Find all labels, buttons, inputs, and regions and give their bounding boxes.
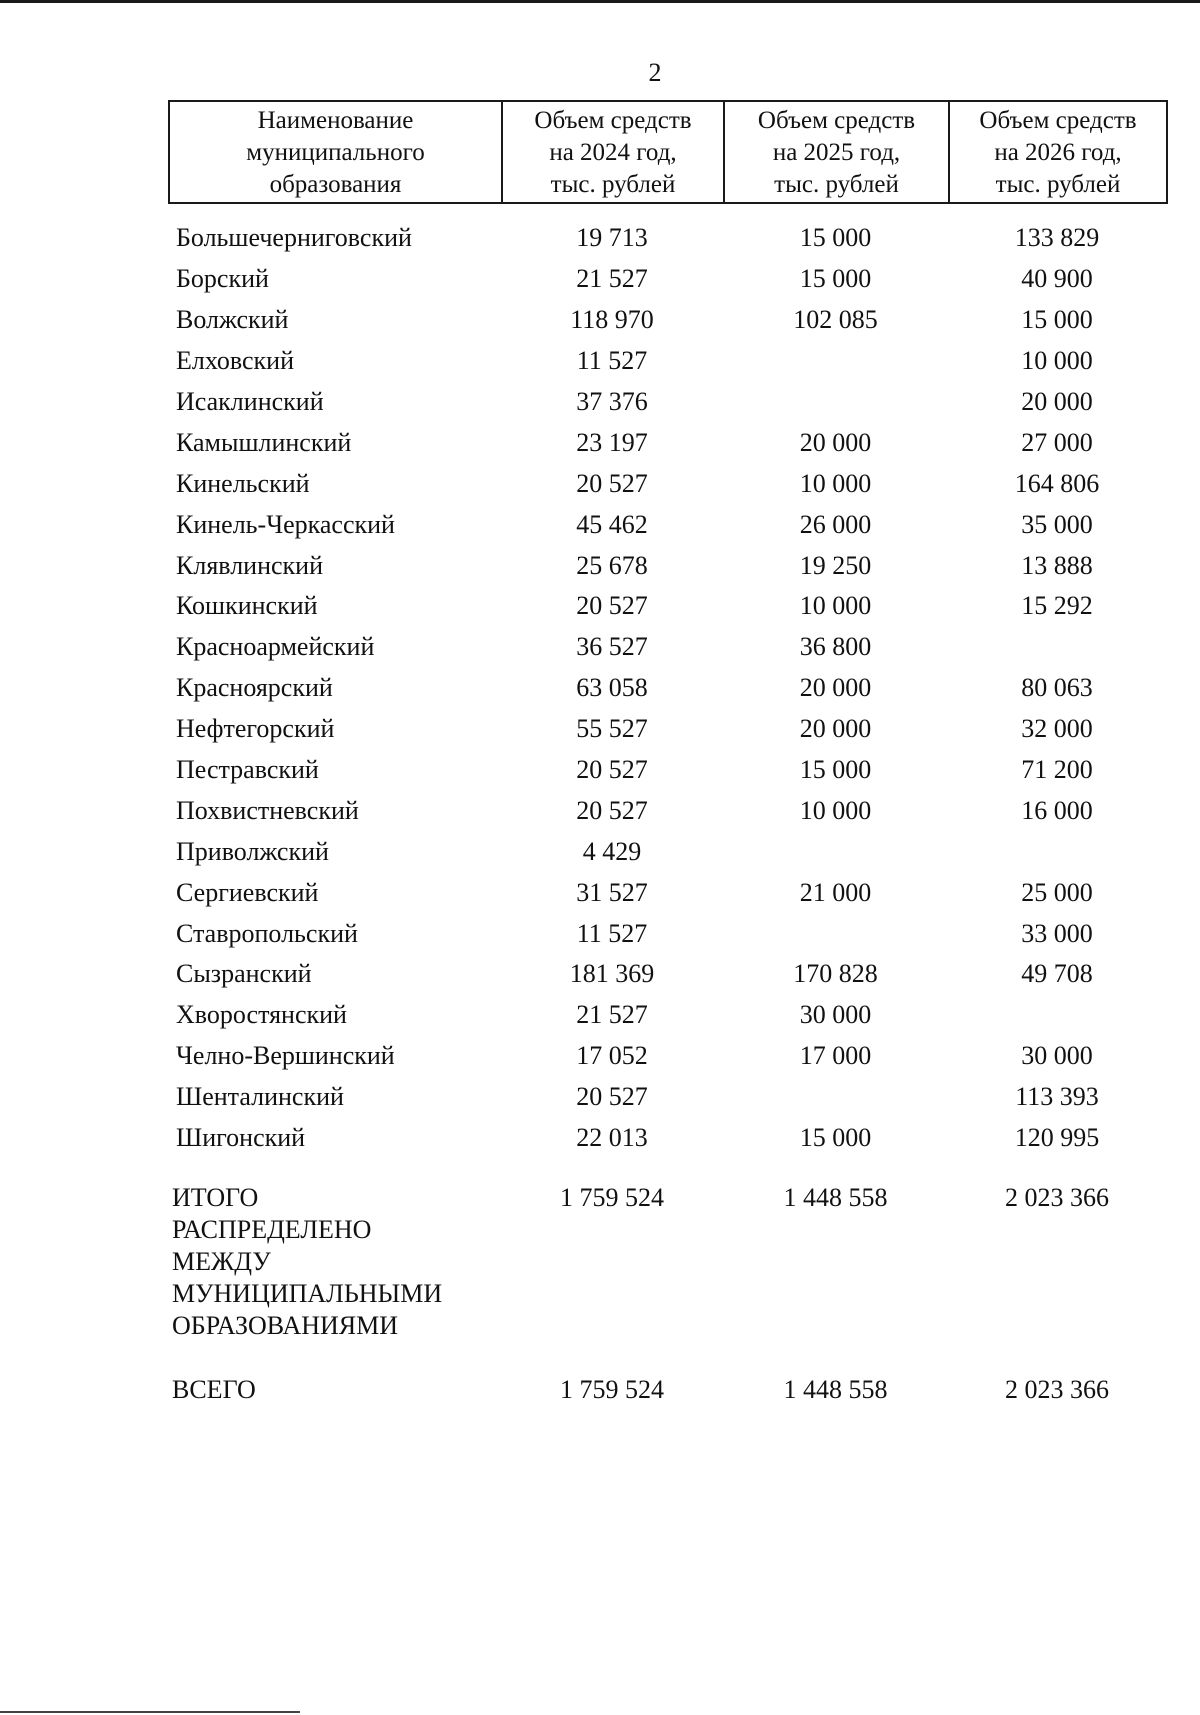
municipality-name-cell: Похвистневский [176, 795, 359, 825]
municipality-name-cell: Елховский [176, 346, 294, 376]
amount-2026-cell: 32 000 [1021, 714, 1093, 744]
grand-total-line [168, 1374, 1166, 1406]
total-label-line-1: ИТОГО [172, 1183, 259, 1212]
amount-2025-cell: 19 250 [799, 550, 872, 580]
header-amount-2025 [724, 101, 949, 203]
amount-2026-cell: 15 000 [1021, 305, 1093, 335]
amount-2026-cell: 120 995 [1014, 1123, 1100, 1153]
table-row [168, 259, 1166, 300]
grand-total-label: ВСЕГО [172, 1375, 256, 1404]
municipality-name-cell: Челно-Вершинский [176, 1041, 395, 1071]
amount-2026-cell: 33 000 [1021, 918, 1093, 948]
amount-2026-cell: 35 000 [1021, 509, 1093, 539]
amount-2025-cell: 17 000 [799, 1041, 872, 1071]
bottom-edge-line [0, 1711, 300, 1713]
table-row [168, 545, 1166, 586]
amount-2024-cell: 17 052 [576, 1041, 648, 1071]
amount-2025-cell [723, 913, 948, 954]
amount-2024-cell: 23 197 [576, 427, 648, 457]
table-row [168, 831, 1166, 872]
table-header [168, 100, 1168, 204]
amount-2025-cell: 21 000 [799, 877, 872, 907]
table-row [168, 954, 1166, 995]
amount-2025-cell: 10 000 [799, 468, 872, 498]
amount-2024-cell: 21 527 [576, 1000, 648, 1030]
amount-2026-cell: 40 900 [1021, 264, 1093, 294]
header-2026-line-1: Объем средств [979, 107, 1137, 134]
amount-2025-cell: 20 000 [799, 673, 872, 703]
municipality-name-cell: Красноярский [176, 673, 333, 703]
distributed-total-2024: 1 759 524 [560, 1183, 664, 1212]
amount-2026-cell: 13 888 [1021, 550, 1093, 580]
amount-2025-cell [723, 1077, 948, 1118]
amount-2026-cell: 10 000 [1021, 346, 1093, 376]
municipality-name-cell: Нефтегорский [176, 714, 335, 744]
table-row [168, 463, 1166, 504]
amount-2024-cell: 20 527 [576, 468, 648, 498]
grand-total-row [168, 1374, 1166, 1406]
amount-2025-cell: 30 000 [799, 1000, 872, 1030]
header-2026-line-3: тыс. рублей [995, 171, 1121, 198]
amount-2026-cell: 16 000 [1021, 795, 1093, 825]
header-2026-line-2: на 2026 год, [994, 139, 1122, 166]
amount-2024-cell: 20 527 [576, 1082, 648, 1112]
amount-2024-cell: 36 527 [576, 632, 648, 662]
grand-total-2024: 1 759 524 [560, 1375, 664, 1404]
amount-2024-cell: 11 527 [576, 918, 648, 948]
amount-2026-cell: 164 806 [1014, 468, 1100, 498]
distributed-total-row [168, 1182, 1166, 1342]
municipality-name-cell: Ставропольский [176, 918, 358, 948]
distributed-total-2025: 1 448 558 [783, 1183, 888, 1212]
amount-2024-cell: 45 462 [576, 509, 648, 539]
amount-2025-cell: 15 000 [799, 755, 872, 785]
amount-2024-cell: 25 678 [576, 550, 648, 580]
grand-total-2025: 1 448 558 [783, 1375, 888, 1404]
amount-2025-cell: 36 800 [799, 632, 872, 662]
table-row [168, 709, 1166, 750]
table-row [168, 504, 1166, 545]
table-row [168, 586, 1166, 627]
table-row [168, 422, 1166, 463]
total-label-line-2: РАСПРЕДЕЛЕНО [172, 1215, 372, 1244]
distributed-total-2026: 2 023 366 [1005, 1183, 1109, 1212]
amount-2025-cell: 10 000 [799, 591, 872, 621]
amount-2026-cell: 20 000 [1021, 387, 1093, 416]
municipality-name-cell: Камышлинский [176, 427, 352, 457]
header-amount-2024 [502, 101, 724, 203]
municipality-name-cell: Исаклинский [176, 387, 324, 416]
amount-2026-cell: 113 393 [1015, 1082, 1099, 1112]
table-row [168, 872, 1166, 913]
municipality-name-cell: Волжский [176, 305, 289, 335]
municipality-table [168, 218, 1166, 1158]
amount-2026-cell: 80 063 [1021, 673, 1093, 703]
table-row [168, 668, 1166, 709]
table-row [168, 1118, 1166, 1159]
header-2025-line-1: Объем средств [757, 107, 916, 134]
header-name-line-2: муниципального [246, 139, 425, 166]
municipality-name-cell: Сергиевский [176, 877, 319, 907]
municipality-name-cell: Красноармейский [176, 632, 375, 662]
table-row [168, 300, 1166, 341]
amount-2025-cell: 20 000 [799, 714, 872, 744]
header-2024-line-2: на 2024 год, [549, 139, 677, 166]
amount-2025-cell: 10 000 [799, 795, 872, 825]
amount-2024-cell: 20 527 [576, 591, 648, 621]
amount-2024-cell: 4 429 [582, 836, 642, 866]
amount-2024-cell: 31 527 [576, 877, 648, 907]
header-name-line-1: Наименование [257, 107, 414, 134]
amount-2025-cell [723, 382, 948, 423]
amount-2026-cell [948, 831, 1166, 872]
table-row [168, 1036, 1166, 1077]
municipality-name-cell: Сызранский [176, 959, 312, 989]
amount-2024-cell: 55 527 [576, 714, 648, 744]
table-row [168, 913, 1166, 954]
amount-2026-cell [948, 627, 1166, 668]
amount-2026-cell: 30 000 [1021, 1041, 1093, 1071]
distributed-total-line [168, 1182, 1166, 1342]
header-2025-line-3: тыс. рублей [774, 171, 899, 198]
amount-2026-cell: 71 200 [1021, 755, 1093, 785]
municipality-table-body [168, 218, 1166, 1158]
amount-2024-cell: 181 369 [569, 959, 655, 989]
header-name-line-3: образования [269, 171, 402, 198]
table-row [168, 218, 1166, 259]
municipality-name-cell: Шигонский [176, 1123, 306, 1153]
distributed-total-label [168, 1182, 501, 1342]
amount-2026-cell: 27 000 [1021, 427, 1093, 457]
amount-2024-cell: 11 527 [576, 346, 648, 376]
municipality-name-cell: Большечерниговский [176, 223, 412, 253]
table-row [168, 790, 1166, 831]
amount-2024-cell: 20 527 [576, 755, 648, 785]
amount-2024-cell: 63 058 [576, 673, 648, 703]
amount-2024-cell: 19 713 [576, 223, 648, 253]
amount-2025-cell: 20 000 [799, 427, 872, 457]
amount-2025-cell: 15 000 [799, 223, 872, 253]
amount-2025-cell [723, 831, 948, 872]
amount-2024-cell: 118 970 [570, 305, 654, 335]
municipality-name-cell: Хворостянский [176, 1000, 347, 1030]
header-2024-line-1: Объем средств [534, 107, 692, 134]
municipality-name-cell: Пестравский [176, 755, 319, 785]
municipality-name-cell: Клявлинский [176, 550, 324, 580]
municipality-name-cell: Кинельский [176, 468, 310, 498]
header-municipality-name [169, 101, 502, 203]
header-2024-line-3: тыс. рублей [550, 171, 676, 198]
municipality-name-cell: Кошкинский [176, 591, 318, 621]
grand-total-2026: 2 023 366 [1005, 1375, 1109, 1404]
amount-2026-cell: 15 292 [1021, 591, 1093, 621]
header-amount-2026 [949, 101, 1167, 203]
table-row [168, 1077, 1166, 1118]
header-row [169, 101, 1167, 203]
municipality-name-cell: Приволжский [176, 836, 329, 866]
amount-2024-cell: 21 527 [576, 264, 648, 294]
municipality-name-cell: Борский [176, 264, 269, 294]
amount-2026-cell: 49 708 [1021, 959, 1093, 989]
total-label-line-5: ОБРАЗОВАНИЯМИ [172, 1311, 399, 1340]
table-row [168, 382, 1166, 423]
amount-2026-cell: 25 000 [1021, 877, 1093, 907]
amount-2025-cell: 15 000 [799, 264, 872, 294]
amount-2024-cell: 37 376 [576, 387, 648, 416]
amount-2024-cell: 22 013 [576, 1123, 648, 1153]
header-2025-line-2: на 2025 год, [772, 139, 901, 166]
amount-2024-cell: 20 527 [576, 795, 648, 825]
top-border-line [0, 0, 1200, 3]
table-row [168, 995, 1166, 1036]
table-row [168, 627, 1166, 668]
table-row [168, 750, 1166, 791]
total-label-line-3: МЕЖДУ [172, 1247, 271, 1276]
amount-2025-cell: 26 000 [799, 509, 872, 539]
municipality-name-cell: Кинель-Черкасский [176, 509, 395, 539]
amount-2025-cell: 170 828 [793, 959, 878, 989]
amount-2025-cell: 15 000 [799, 1123, 872, 1153]
amount-2026-cell: 133 829 [1014, 223, 1100, 253]
amount-2025-cell [723, 341, 948, 382]
table-row [168, 341, 1166, 382]
page-number: 2 [648, 58, 662, 87]
total-label-line-4: МУНИЦИПАЛЬНЫМИ [172, 1279, 443, 1308]
amount-2026-cell [948, 995, 1166, 1036]
amount-2025-cell: 102 085 [793, 305, 878, 335]
municipality-name-cell: Шенталинский [176, 1082, 344, 1112]
